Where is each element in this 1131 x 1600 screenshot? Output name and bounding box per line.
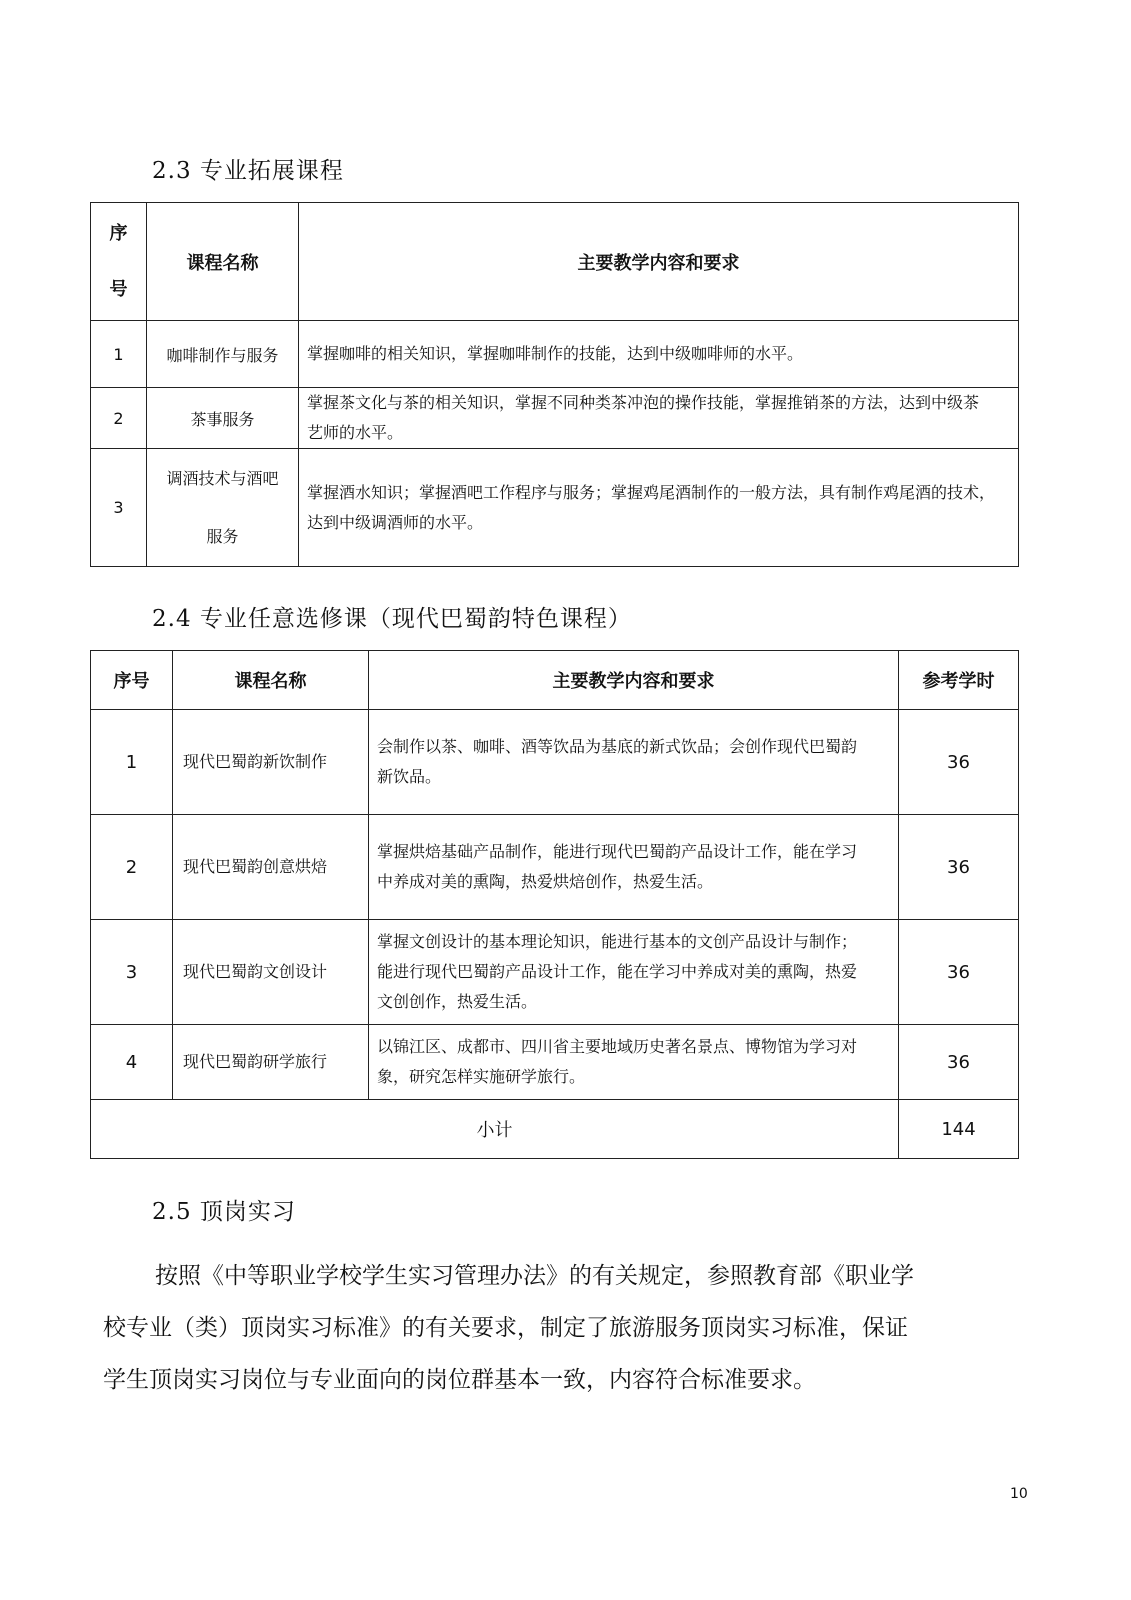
row-content <box>369 920 899 1025</box>
table-row <box>91 388 1019 449</box>
section-2-4-heading: 2.4 专业任意选修课（现代巴蜀韵特色课程） <box>152 606 632 632</box>
table-header-row <box>91 203 1019 321</box>
row-content-line: 艺师的水平。 <box>307 423 404 442</box>
row-content-line: 以锦江区、成都市、四川省主要地域历史著名景点、博物馆为学习对 <box>377 1037 858 1056</box>
row-seq: 4 <box>91 1025 173 1100</box>
row-course-name: 现代巴蜀韵研学旅行 <box>173 1025 369 1100</box>
row-seq: 2 <box>91 388 147 449</box>
row-content <box>299 449 1019 567</box>
row-seq: 2 <box>91 815 173 920</box>
paragraph-line: 校专业（类）顶岗实习标准》的有关要求，制定了旅游服务顶岗实习标准，保证 <box>103 1315 908 1341</box>
row-course-name: 现代巴蜀韵文创设计 <box>173 920 369 1025</box>
name-header: 课程名称 <box>173 651 369 710</box>
row-content-line: 文创创作，热爱生活。 <box>377 992 538 1011</box>
row-content-line: 象，研究怎样实施研学旅行。 <box>377 1067 586 1086</box>
row-content <box>299 321 1019 388</box>
table-row <box>91 710 1019 815</box>
row-content-line: 会制作以茶、咖啡、酒等饮品为基底的新式饮品；会创作现代巴蜀韵 <box>377 737 858 756</box>
row-course-name-line: 调酒技术与酒吧 <box>166 468 279 488</box>
row-content <box>369 1025 899 1100</box>
row-content-line: 能进行现代巴蜀韵产品设计工作，能在学习中养成对美的熏陶，热爱 <box>377 962 858 981</box>
subtotal-label: 小计 <box>91 1100 899 1159</box>
row-hours: 36 <box>899 815 1019 920</box>
table-header-row <box>91 651 1019 710</box>
row-content-line: 掌握酒水知识；掌握酒吧工作程序与服务；掌握鸡尾酒制作的一般方法，具有制作鸡尾酒的技术， <box>307 482 996 502</box>
row-content-line: 掌握文创设计的基本理论知识，能进行基本的文创产品设计与制作； <box>377 932 858 951</box>
table-row <box>91 1025 1019 1100</box>
row-hours: 36 <box>899 1025 1019 1100</box>
hours-header: 参考学时 <box>899 651 1019 710</box>
row-content <box>299 388 1019 449</box>
elective-course-table <box>90 650 1019 1159</box>
table-row <box>91 920 1019 1025</box>
row-content-line: 新饮品。 <box>377 767 442 786</box>
row-seq: 1 <box>91 710 173 815</box>
row-course-name <box>147 449 299 567</box>
paragraph-line: 按照《中等职业学校学生实习管理办法》的有关规定，参照教育部《职业学 <box>155 1263 914 1289</box>
seq-header-top: 序 <box>109 222 128 244</box>
extension-course-table <box>90 202 1019 567</box>
row-course-name: 现代巴蜀韵创意烘焙 <box>173 815 369 920</box>
table-row <box>91 815 1019 920</box>
row-content-line: 达到中级调酒师的水平。 <box>307 512 484 532</box>
row-seq: 1 <box>91 321 147 388</box>
section-2-3-heading: 2.3 专业拓展课程 <box>152 158 344 184</box>
row-seq: 3 <box>91 449 147 567</box>
row-course-name: 咖啡制作与服务 <box>147 321 299 388</box>
row-course-name-line: 服务 <box>206 526 239 546</box>
name-header: 课程名称 <box>147 203 299 321</box>
subtotal-hours: 144 <box>899 1100 1019 1159</box>
paragraph-line: 学生顶岗实习岗位与专业面向的岗位群基本一致，内容符合标准要求。 <box>103 1367 816 1393</box>
table-row <box>91 321 1019 388</box>
seq-header <box>91 203 147 321</box>
section-2-5-heading: 2.5 顶岗实习 <box>152 1199 296 1225</box>
seq-header-bottom: 号 <box>109 278 128 300</box>
row-content <box>369 815 899 920</box>
page-number: 10 <box>1010 1486 1028 1502</box>
content-header: 主要教学内容和要求 <box>299 203 1019 321</box>
row-content-line: 掌握茶文化与茶的相关知识，掌握不同种类茶冲泡的操作技能，掌握推销茶的方法，达到中级茶 <box>307 393 980 412</box>
row-hours: 36 <box>899 920 1019 1025</box>
row-course-name: 现代巴蜀韵新饮制作 <box>173 710 369 815</box>
row-content-line: 掌握烘焙基础产品制作，能进行现代巴蜀韵产品设计工作，能在学习 <box>377 842 858 861</box>
subtotal-row <box>91 1100 1019 1159</box>
table-row <box>91 449 1019 567</box>
row-content-line: 中养成对美的熏陶，热爱烘焙创作，热爱生活。 <box>377 872 714 891</box>
internship-paragraph <box>103 1250 1033 1406</box>
row-content <box>369 710 899 815</box>
row-seq: 3 <box>91 920 173 1025</box>
seq-header: 序号 <box>91 651 173 710</box>
row-content-line: 掌握咖啡的相关知识，掌握咖啡制作的技能，达到中级咖啡师的水平。 <box>307 344 804 363</box>
content-header: 主要教学内容和要求 <box>369 651 899 710</box>
row-course-name: 茶事服务 <box>147 388 299 449</box>
row-hours: 36 <box>899 710 1019 815</box>
